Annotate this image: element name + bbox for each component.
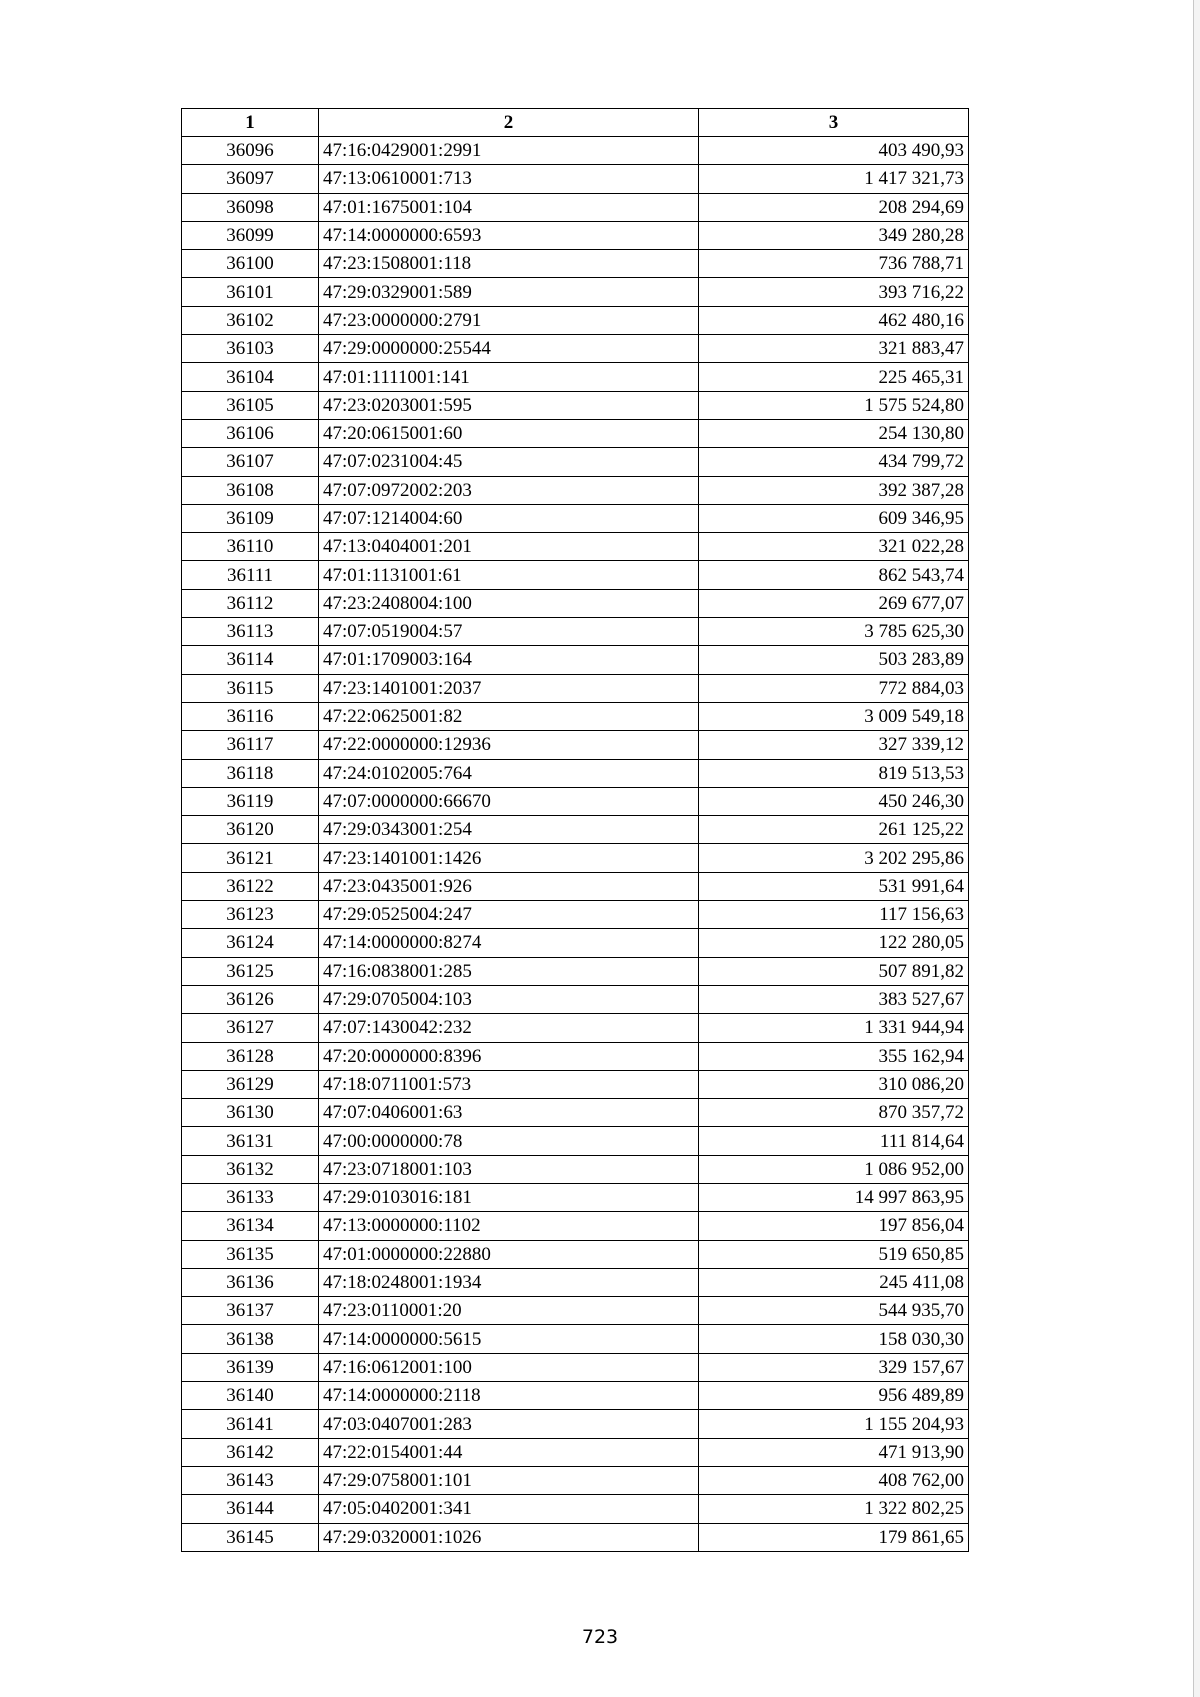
- cadastral-number-cell: 47:29:0329001:589: [319, 278, 699, 306]
- page-number: 723: [581, 1626, 619, 1648]
- table-row: [182, 250, 969, 278]
- cadastral-number-cell: 47:29:0000000:25544: [319, 335, 699, 363]
- row-number-cell: 36097: [182, 165, 319, 193]
- table-row: [182, 306, 969, 334]
- table-row: [182, 1325, 969, 1353]
- table-row: [182, 589, 969, 617]
- cadastral-number-cell: 47:23:0718001:103: [319, 1155, 699, 1183]
- cadastral-number-cell: 47:20:0000000:8396: [319, 1042, 699, 1070]
- cadastral-number-cell: 47:23:0000000:2791: [319, 306, 699, 334]
- row-number-cell: 36133: [182, 1183, 319, 1211]
- cadastral-number-cell: 47:29:0343001:254: [319, 816, 699, 844]
- table-row: [182, 985, 969, 1013]
- table-row: [182, 335, 969, 363]
- cadastral-number-cell: 47:16:0838001:285: [319, 957, 699, 985]
- row-number-cell: 36103: [182, 335, 319, 363]
- cadastral-value-cell: 544 935,70: [699, 1297, 969, 1325]
- cadastral-value-cell: 117 156,63: [699, 901, 969, 929]
- cadastral-number-cell: 47:07:0000000:66670: [319, 787, 699, 815]
- cadastral-number-cell: 47:05:0402001:341: [319, 1495, 699, 1523]
- cadastral-number-cell: 47:23:0203001:595: [319, 391, 699, 419]
- cadastral-number-cell: 47:01:0000000:22880: [319, 1240, 699, 1268]
- table-row: [182, 1127, 969, 1155]
- table-header-row: [182, 109, 969, 137]
- table-row: [182, 1353, 969, 1381]
- row-number-cell: 36126: [182, 985, 319, 1013]
- cadastral-number-cell: 47:07:0406001:63: [319, 1099, 699, 1127]
- table-row: [182, 165, 969, 193]
- table-row: [182, 1495, 969, 1523]
- cadastral-number-cell: 47:01:1131001:61: [319, 561, 699, 589]
- cadastral-value-cell: 321 883,47: [699, 335, 969, 363]
- cadastral-value-cell: 321 022,28: [699, 533, 969, 561]
- cadastral-value-cell: 862 543,74: [699, 561, 969, 589]
- cadastral-number-cell: 47:07:0972002:203: [319, 476, 699, 504]
- cadastral-value-cell: 403 490,93: [699, 137, 969, 165]
- table-row: [182, 1438, 969, 1466]
- cadastral-value-cell: 393 716,22: [699, 278, 969, 306]
- row-number-cell: 36143: [182, 1466, 319, 1494]
- row-number-cell: 36141: [182, 1410, 319, 1438]
- cadastral-value-cell: 507 891,82: [699, 957, 969, 985]
- table-row: [182, 872, 969, 900]
- table-row: [182, 646, 969, 674]
- row-number-cell: 36102: [182, 306, 319, 334]
- table-row: [182, 1382, 969, 1410]
- table-row: [182, 137, 969, 165]
- table-body: [182, 137, 969, 1552]
- row-number-cell: 36136: [182, 1268, 319, 1296]
- cadastral-value-table: [181, 108, 969, 1552]
- cadastral-value-cell: 14 997 863,95: [699, 1183, 969, 1211]
- row-number-cell: 36108: [182, 476, 319, 504]
- cadastral-number-cell: 47:01:1111001:141: [319, 363, 699, 391]
- cadastral-number-cell: 47:14:0000000:6593: [319, 221, 699, 249]
- table-row: [182, 816, 969, 844]
- table-row: [182, 561, 969, 589]
- cadastral-number-cell: 47:18:0711001:573: [319, 1070, 699, 1098]
- cadastral-number-cell: 47:07:0231004:45: [319, 448, 699, 476]
- table-row: [182, 702, 969, 730]
- row-number-cell: 36104: [182, 363, 319, 391]
- table-row: [182, 533, 969, 561]
- row-number-cell: 36113: [182, 618, 319, 646]
- table-row: [182, 1240, 969, 1268]
- row-number-cell: 36124: [182, 929, 319, 957]
- cadastral-number-cell: 47:29:0525004:247: [319, 901, 699, 929]
- row-number-cell: 36107: [182, 448, 319, 476]
- table-row: [182, 504, 969, 532]
- cadastral-value-cell: 736 788,71: [699, 250, 969, 278]
- cadastral-number-cell: 47:23:1508001:118: [319, 250, 699, 278]
- table-row: [182, 844, 969, 872]
- cadastral-value-cell: 158 030,30: [699, 1325, 969, 1353]
- cadastral-number-cell: 47:22:0625001:82: [319, 702, 699, 730]
- row-number-cell: 36115: [182, 674, 319, 702]
- row-number-cell: 36118: [182, 759, 319, 787]
- row-number-cell: 36138: [182, 1325, 319, 1353]
- row-number-cell: 36100: [182, 250, 319, 278]
- row-number-cell: 36139: [182, 1353, 319, 1381]
- cadastral-value-cell: 179 861,65: [699, 1523, 969, 1551]
- row-number-cell: 36101: [182, 278, 319, 306]
- cadastral-value-cell: 1 322 802,25: [699, 1495, 969, 1523]
- row-number-cell: 36111: [182, 561, 319, 589]
- table-row: [182, 391, 969, 419]
- cadastral-number-cell: 47:23:2408004:100: [319, 589, 699, 617]
- cadastral-value-cell: 3 202 295,86: [699, 844, 969, 872]
- cadastral-value-cell: 1 417 321,73: [699, 165, 969, 193]
- row-number-cell: 36130: [182, 1099, 319, 1127]
- cadastral-value-cell: 609 346,95: [699, 504, 969, 532]
- cadastral-number-cell: 47:23:0110001:20: [319, 1297, 699, 1325]
- cadastral-value-cell: 956 489,89: [699, 1382, 969, 1410]
- cadastral-number-cell: 47:18:0248001:1934: [319, 1268, 699, 1296]
- cadastral-value-cell: 245 411,08: [699, 1268, 969, 1296]
- table-row: [182, 1014, 969, 1042]
- cadastral-number-cell: 47:16:0612001:100: [319, 1353, 699, 1381]
- row-number-cell: 36120: [182, 816, 319, 844]
- table-row: [182, 1466, 969, 1494]
- cadastral-number-cell: 47:01:1709003:164: [319, 646, 699, 674]
- row-number-cell: 36121: [182, 844, 319, 872]
- cadastral-number-cell: 47:07:0519004:57: [319, 618, 699, 646]
- row-number-cell: 36135: [182, 1240, 319, 1268]
- table-row: [182, 419, 969, 447]
- cadastral-number-cell: 47:23:0435001:926: [319, 872, 699, 900]
- row-number-cell: 36123: [182, 901, 319, 929]
- cadastral-value-cell: 269 677,07: [699, 589, 969, 617]
- cadastral-value-cell: 197 856,04: [699, 1212, 969, 1240]
- column-header-1: 1: [182, 109, 319, 137]
- cadastral-value-cell: 122 280,05: [699, 929, 969, 957]
- cadastral-value-cell: 3 009 549,18: [699, 702, 969, 730]
- table-row: [182, 1212, 969, 1240]
- row-number-cell: 36144: [182, 1495, 319, 1523]
- row-number-cell: 36114: [182, 646, 319, 674]
- row-number-cell: 36142: [182, 1438, 319, 1466]
- cadastral-value-cell: 225 465,31: [699, 363, 969, 391]
- table-row: [182, 1070, 969, 1098]
- cadastral-number-cell: 47:29:0103016:181: [319, 1183, 699, 1211]
- cadastral-number-cell: 47:23:1401001:1426: [319, 844, 699, 872]
- table-row: [182, 618, 969, 646]
- cadastral-number-cell: 47:16:0429001:2991: [319, 137, 699, 165]
- table-row: [182, 674, 969, 702]
- row-number-cell: 36131: [182, 1127, 319, 1155]
- cadastral-value-cell: 1 086 952,00: [699, 1155, 969, 1183]
- cadastral-number-cell: 47:29:0320001:1026: [319, 1523, 699, 1551]
- table-row: [182, 193, 969, 221]
- page-edge: [1193, 0, 1200, 1697]
- table-row: [182, 476, 969, 504]
- cadastral-number-cell: 47:22:0000000:12936: [319, 731, 699, 759]
- row-number-cell: 36125: [182, 957, 319, 985]
- row-number-cell: 36110: [182, 533, 319, 561]
- row-number-cell: 36134: [182, 1212, 319, 1240]
- cadastral-value-cell: 261 125,22: [699, 816, 969, 844]
- row-number-cell: 36098: [182, 193, 319, 221]
- cadastral-number-cell: 47:01:1675001:104: [319, 193, 699, 221]
- row-number-cell: 36106: [182, 419, 319, 447]
- cadastral-number-cell: 47:13:0000000:1102: [319, 1212, 699, 1240]
- cadastral-number-cell: 47:29:0705004:103: [319, 985, 699, 1013]
- table-row: [182, 731, 969, 759]
- cadastral-value-cell: 392 387,28: [699, 476, 969, 504]
- cadastral-value-cell: 208 294,69: [699, 193, 969, 221]
- table-row: [182, 1410, 969, 1438]
- cadastral-value-cell: 408 762,00: [699, 1466, 969, 1494]
- cadastral-value-cell: 329 157,67: [699, 1353, 969, 1381]
- cadastral-value-cell: 383 527,67: [699, 985, 969, 1013]
- row-number-cell: 36116: [182, 702, 319, 730]
- row-number-cell: 36128: [182, 1042, 319, 1070]
- cadastral-number-cell: 47:13:0610001:713: [319, 165, 699, 193]
- cadastral-value-cell: 531 991,64: [699, 872, 969, 900]
- row-number-cell: 36105: [182, 391, 319, 419]
- row-number-cell: 36132: [182, 1155, 319, 1183]
- cadastral-value-cell: 310 086,20: [699, 1070, 969, 1098]
- cadastral-number-cell: 47:07:1214004:60: [319, 504, 699, 532]
- cadastral-value-cell: 1 575 524,80: [699, 391, 969, 419]
- table-row: [182, 1042, 969, 1070]
- cadastral-value-cell: 111 814,64: [699, 1127, 969, 1155]
- column-header-2: 2: [319, 109, 699, 137]
- cadastral-number-cell: 47:07:1430042:232: [319, 1014, 699, 1042]
- cadastral-value-cell: 471 913,90: [699, 1438, 969, 1466]
- cadastral-number-cell: 47:22:0154001:44: [319, 1438, 699, 1466]
- cadastral-number-cell: 47:24:0102005:764: [319, 759, 699, 787]
- cadastral-value-cell: 819 513,53: [699, 759, 969, 787]
- table-row: [182, 1523, 969, 1551]
- cadastral-value-cell: 772 884,03: [699, 674, 969, 702]
- cadastral-number-cell: 47:14:0000000:8274: [319, 929, 699, 957]
- row-number-cell: 36129: [182, 1070, 319, 1098]
- row-number-cell: 36117: [182, 731, 319, 759]
- row-number-cell: 36137: [182, 1297, 319, 1325]
- cadastral-value-cell: 254 130,80: [699, 419, 969, 447]
- table-row: [182, 1099, 969, 1127]
- table-row: [182, 787, 969, 815]
- table-row: [182, 759, 969, 787]
- table-row: [182, 1183, 969, 1211]
- table-row: [182, 221, 969, 249]
- table-row: [182, 957, 969, 985]
- cadastral-number-cell: 47:13:0404001:201: [319, 533, 699, 561]
- row-number-cell: 36112: [182, 589, 319, 617]
- cadastral-value-cell: 434 799,72: [699, 448, 969, 476]
- table-row: [182, 363, 969, 391]
- cadastral-number-cell: 47:00:0000000:78: [319, 1127, 699, 1155]
- row-number-cell: 36099: [182, 221, 319, 249]
- cadastral-value-cell: 450 246,30: [699, 787, 969, 815]
- cadastral-number-cell: 47:03:0407001:283: [319, 1410, 699, 1438]
- cadastral-number-cell: 47:14:0000000:2118: [319, 1382, 699, 1410]
- table-row: [182, 1155, 969, 1183]
- table-row: [182, 901, 969, 929]
- cadastral-value-cell: 503 283,89: [699, 646, 969, 674]
- row-number-cell: 36140: [182, 1382, 319, 1410]
- cadastral-number-cell: 47:20:0615001:60: [319, 419, 699, 447]
- cadastral-value-cell: 355 162,94: [699, 1042, 969, 1070]
- cadastral-value-cell: 870 357,72: [699, 1099, 969, 1127]
- table-row: [182, 929, 969, 957]
- cadastral-value-cell: 462 480,16: [699, 306, 969, 334]
- cadastral-number-cell: 47:23:1401001:2037: [319, 674, 699, 702]
- row-number-cell: 36145: [182, 1523, 319, 1551]
- cadastral-value-cell: 3 785 625,30: [699, 618, 969, 646]
- table-row: [182, 278, 969, 306]
- cadastral-number-cell: 47:14:0000000:5615: [319, 1325, 699, 1353]
- cadastral-value-cell: 519 650,85: [699, 1240, 969, 1268]
- cadastral-value-cell: 327 339,12: [699, 731, 969, 759]
- row-number-cell: 36122: [182, 872, 319, 900]
- row-number-cell: 36096: [182, 137, 319, 165]
- row-number-cell: 36109: [182, 504, 319, 532]
- row-number-cell: 36127: [182, 1014, 319, 1042]
- table-row: [182, 448, 969, 476]
- cadastral-value-cell: 1 331 944,94: [699, 1014, 969, 1042]
- cadastral-value-cell: 349 280,28: [699, 221, 969, 249]
- table-row: [182, 1268, 969, 1296]
- table-row: [182, 1297, 969, 1325]
- cadastral-value-cell: 1 155 204,93: [699, 1410, 969, 1438]
- row-number-cell: 36119: [182, 787, 319, 815]
- column-header-3: 3: [699, 109, 969, 137]
- cadastral-number-cell: 47:29:0758001:101: [319, 1466, 699, 1494]
